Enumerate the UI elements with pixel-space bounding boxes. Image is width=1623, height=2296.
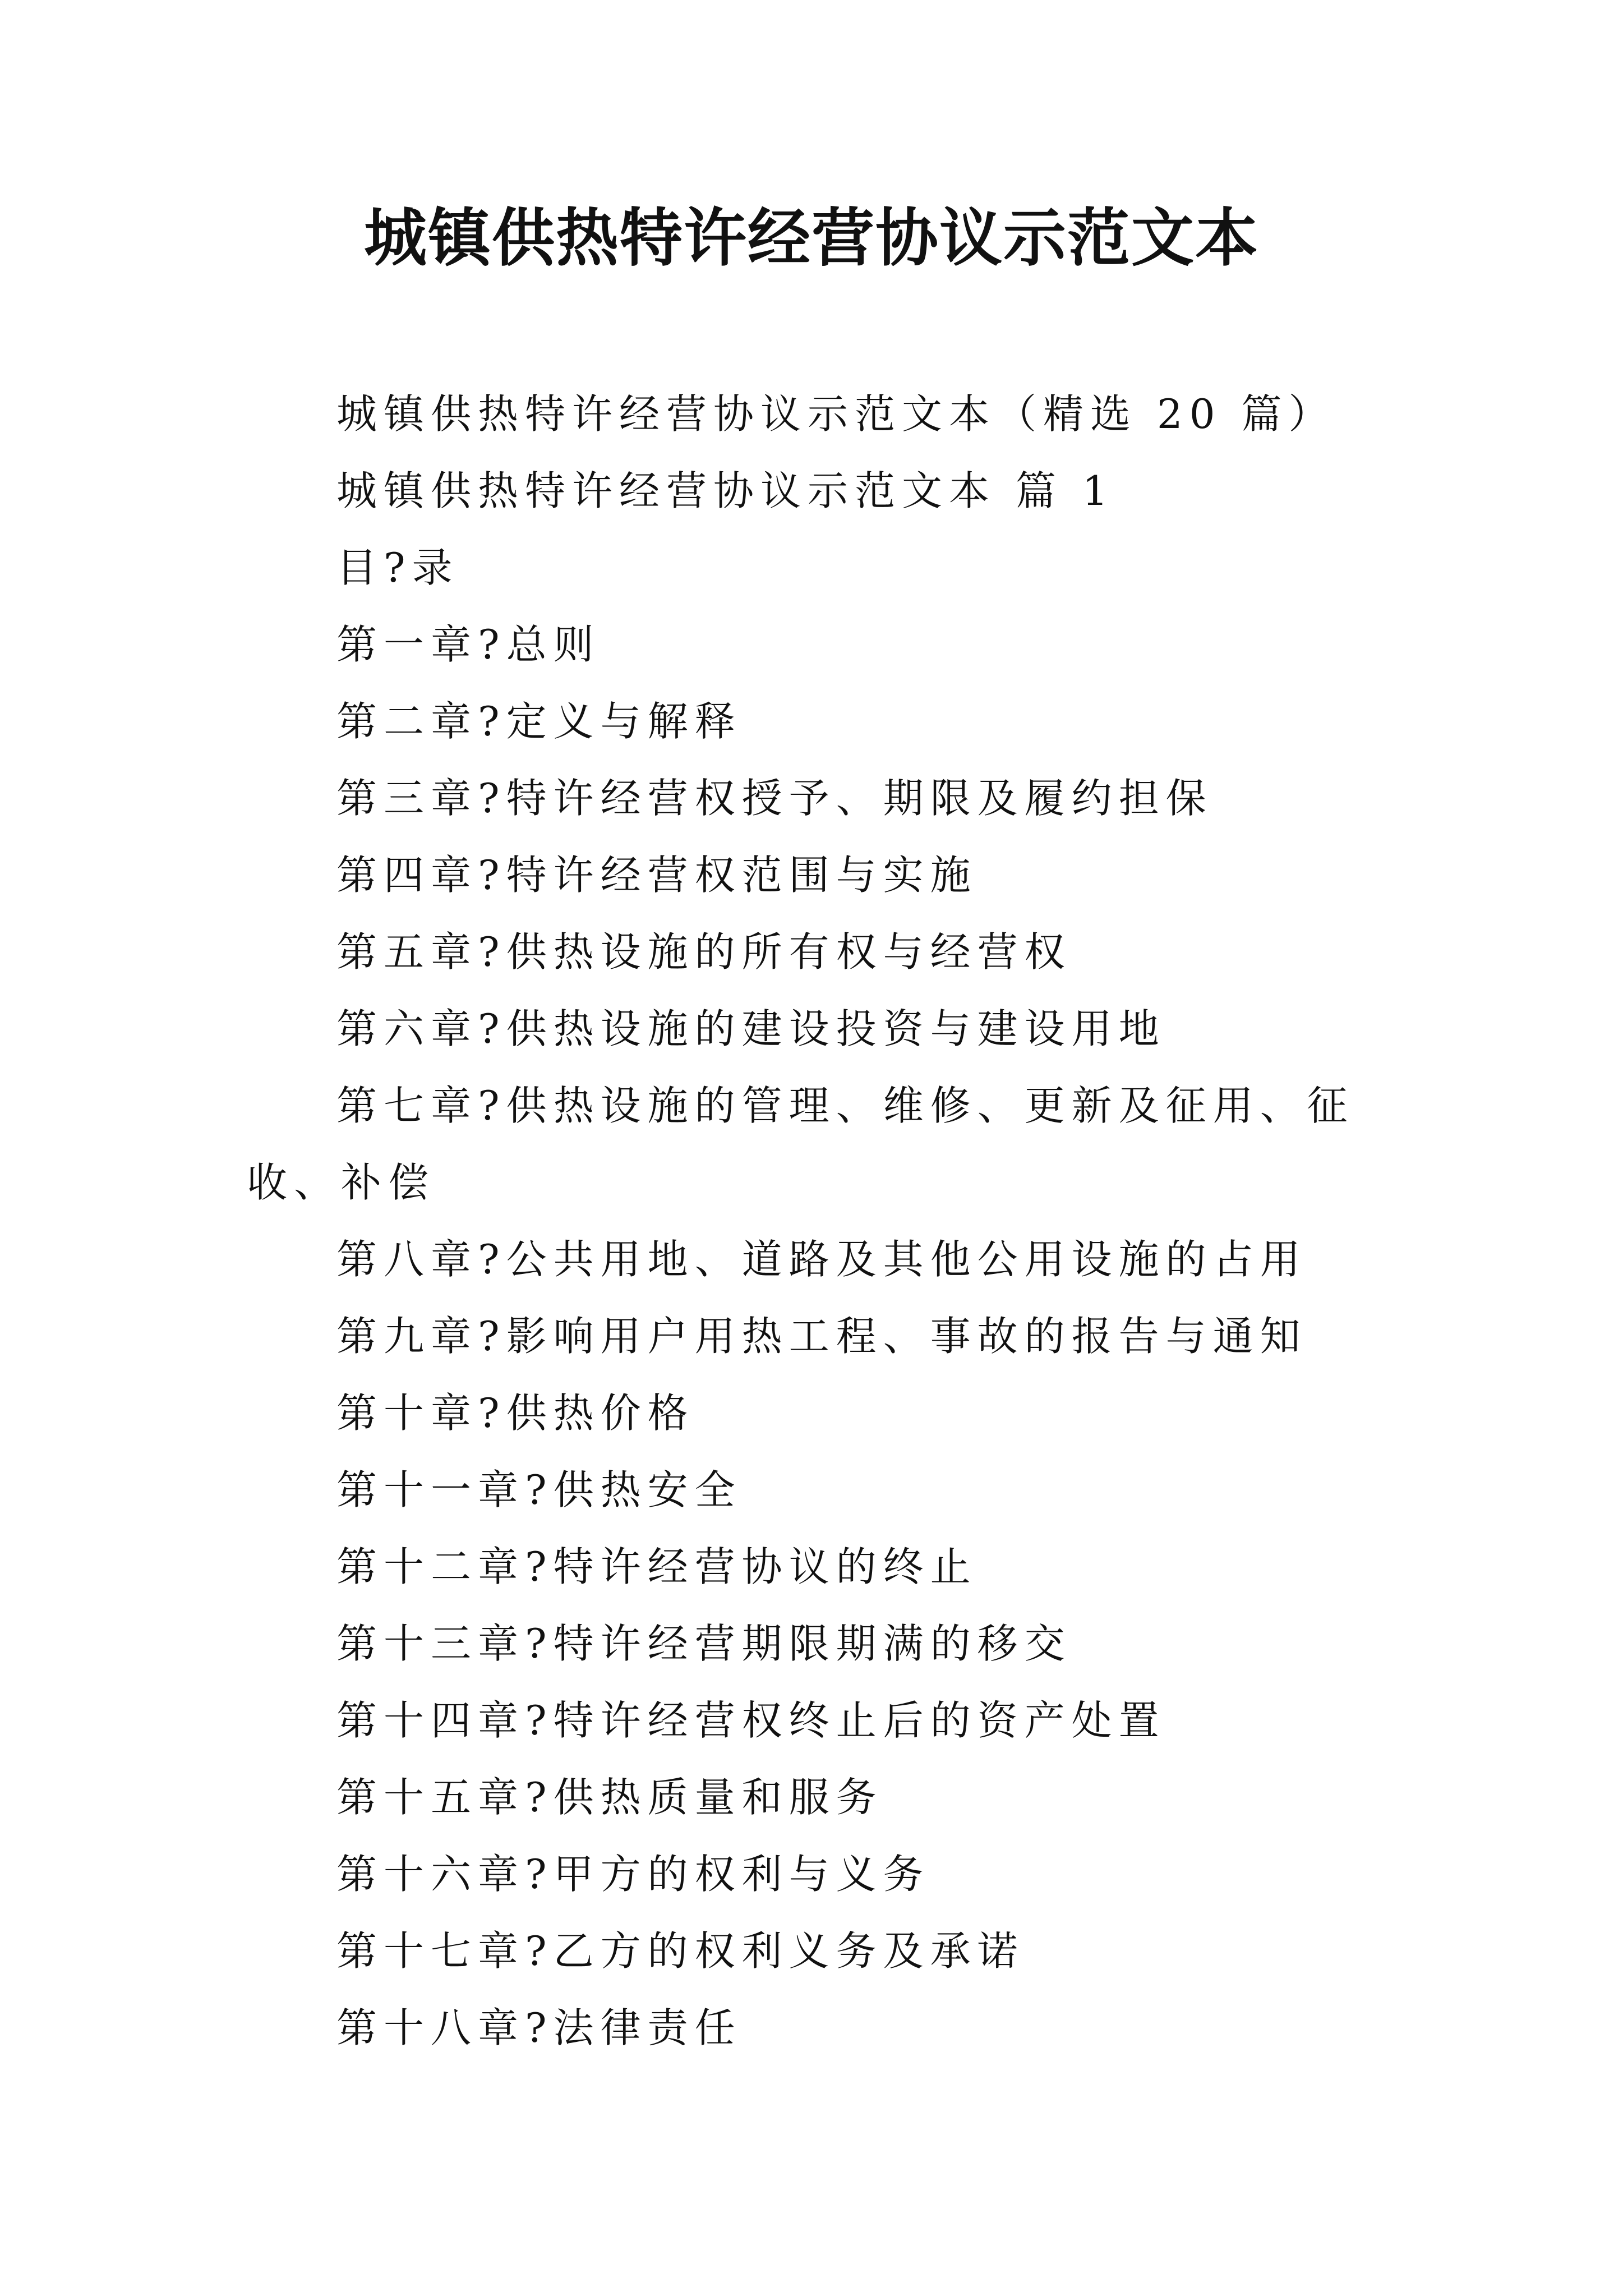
toc-heading: 目?录 <box>336 544 459 591</box>
toc-item: 第七章?供热设施的管理、维修、更新及征用、征收、补偿 <box>247 1082 1354 1206</box>
toc-item: 第十一章?供热安全 <box>336 1466 742 1513</box>
toc-item: 第十四章?特许经营权终止后的资产处置 <box>336 1697 1166 1744</box>
toc-item: 第四章?特许经营权范围与实施 <box>336 852 978 899</box>
document-title: 城镇供热特许经营协议示范文本 <box>364 201 1259 275</box>
toc-item: 第十五章?供热质量和服务 <box>336 1774 883 1821</box>
document-body <box>247 376 1374 2067</box>
toc-item: 第九章?影响用户用热工程、事故的报告与通知 <box>336 1313 1307 1360</box>
paragraph-subtitle: 城镇供热特许经营协议示范文本（精选 20 篇） <box>336 390 1336 438</box>
toc-item: 第十八章?法律责任 <box>336 2004 742 2051</box>
toc-item: 第十三章?特许经营期限期满的移交 <box>336 1620 1072 1667</box>
paragraph-section-heading: 城镇供热特许经营协议示范文本 篇 1 <box>336 467 1115 514</box>
toc-item: 第三章?特许经营权授予、期限及履约担保 <box>336 775 1213 822</box>
toc-item: 第十七章?乙方的权利义务及承诺 <box>336 1927 1025 1975</box>
toc-item: 第五章?供热设施的所有权与经营权 <box>336 928 1072 976</box>
toc-item: 第十六章?甲方的权利与义务 <box>336 1851 930 1898</box>
toc-item: 第二章?定义与解释 <box>336 698 742 745</box>
toc-item: 第八章?公共用地、道路及其他公用设施的占用 <box>336 1236 1307 1283</box>
toc-item: 第十二章?特许经营协议的终止 <box>336 1543 978 1590</box>
toc-item: 第六章?供热设施的建设投资与建设用地 <box>336 1005 1166 1052</box>
toc-item: 第十章?供热价格 <box>336 1389 695 1437</box>
toc-item: 第一章?总则 <box>336 621 601 668</box>
